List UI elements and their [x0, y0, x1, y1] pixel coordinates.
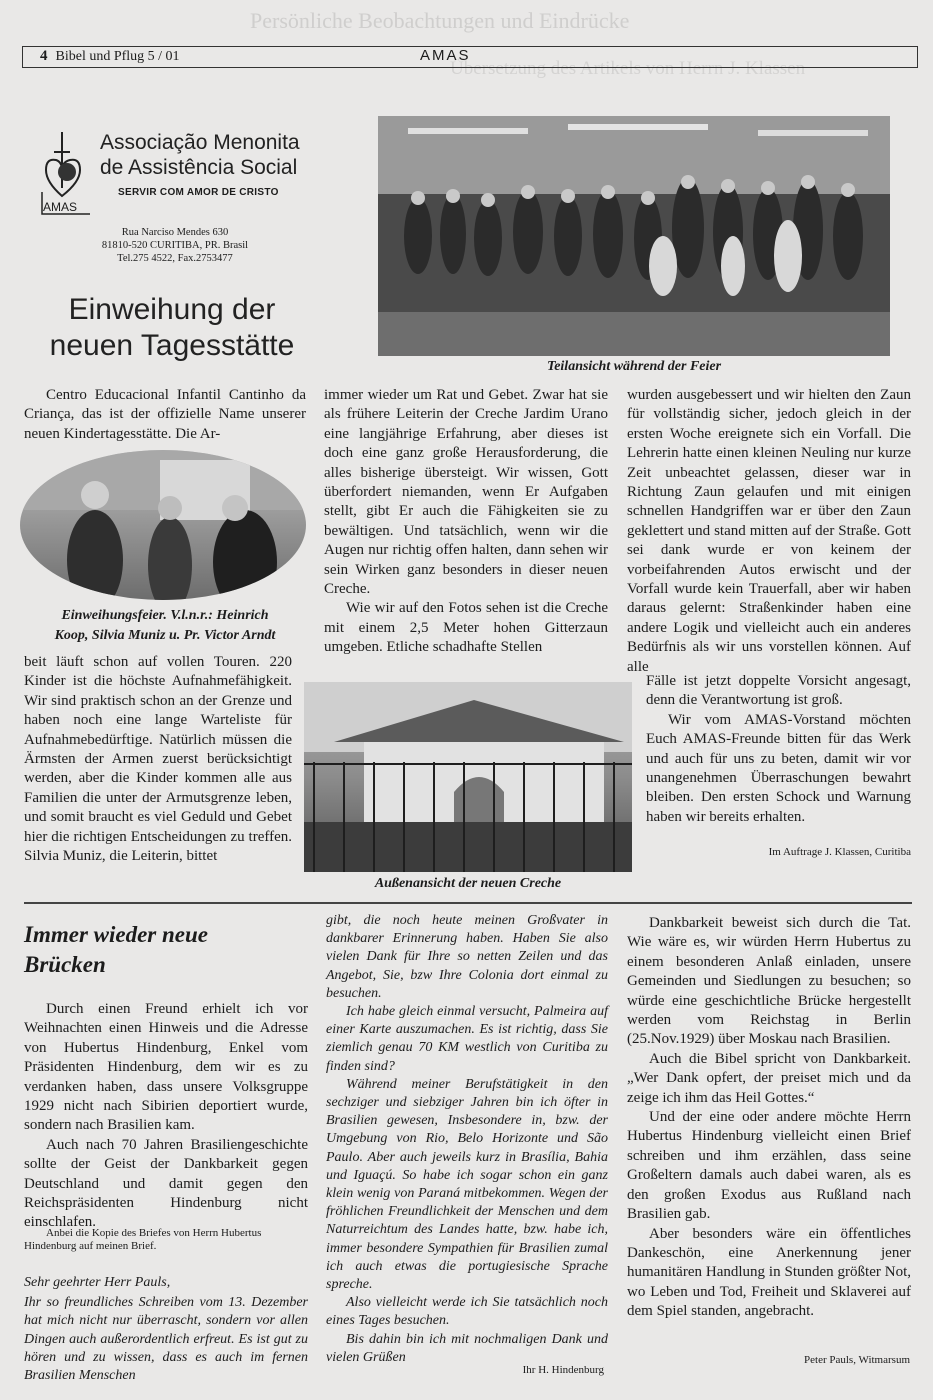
article2-note: Anbei die Kopie des Briefes von Herrn Hubertus Hindenburg auf meinen Brief.: [24, 1227, 262, 1252]
address-line2: 81810-520 CURITIBA, PR. Brasil: [101, 240, 249, 251]
letter-col2: [326, 912, 608, 1367]
article1-col3-narrow: Fälle ist jetzt doppelte Vorsicht angesagt, denn die Verantwortung ist groß.: [646, 673, 911, 709]
article1-col3-p2: Wir vom AMAS-Vorstand möchten Euch AMAS-Freunde bitten für das Werk und auch für uns zu beten, damit wir vor unangenehmen Überraschungen bewahrt bleiben. Den ersten Schock und Warnung haben wir bereits erhalten.: [646, 711, 911, 825]
celebration-photo: [378, 116, 890, 356]
org-address: [100, 226, 250, 265]
article1-col1-top-text: Centro Educacional Infantil Cantinho da Criança, das ist der offizielle Name unserer neuen Kindertagesstätte. Die Ar-: [24, 387, 306, 442]
article1-signature: Im Auftrage J. Klassen, Curitiba: [768, 846, 911, 858]
article1-col3-top: [627, 386, 911, 677]
letter-salutation: Sehr geehrter Herr Pauls,: [24, 1275, 171, 1290]
article2-title-line2: Brücken: [24, 952, 106, 977]
article2-col3-p2: Auch die Bibel spricht von Dankbarkeit. „Wer Dank opfert, der preiset mich und da zeige ich ihm das Heil Gottes.“: [627, 1050, 911, 1106]
inauguration-caption-line1: Einweihungsfeier. V.l.n.r.: Heinrich: [61, 608, 269, 623]
publication-name: Bibel und Pflug 5 / 01: [55, 49, 180, 64]
article2-signature: Peter Pauls, Witmarsum: [804, 1354, 910, 1366]
article2-col1-p1: Durch einen Freund erhielt ich vor Weihnachten einen Hinweis und die Adresse von Hubertus Hindenburg, Enkel vom Präsidenten Hindenburg, dem wir es zu verdanken haben, dass unsere Volksgruppe 1929 nicht nach Sibirien deportiert wurde, sondern nach Brasilien kam.: [24, 1001, 308, 1134]
inauguration-photo: [20, 450, 306, 600]
amas-logo: [40, 130, 94, 218]
article1-title-line2: neuen Tagesstätte: [49, 329, 295, 362]
article1-col2: [324, 386, 608, 658]
article2-col3-p1: Dankbarkeit beweist sich durch die Tat. Wie wäre es, wir würden Herrn Hubertus zu einem besonderen Anlaß einladen, unsere Gemeinden und Siedlungen zu besuchen; so würde eine geschichtliche Brücke hergestellt werden vom Reichstag in Berlin (25.Nov.1929) über Moskau nach Brasilien.: [627, 915, 911, 1048]
org-name-line1: Associação Menonita: [100, 131, 300, 154]
article1-col2-p1: immer wieder um Rat und Gebet. Zwar hat sie als frühere Leiterin der Creche Jardim Urano eine langjährige Erfahrung, aber dieses ist doch eine ganz große Herausforderung, die alles bisherige übersteigt. Wir wissen, Gott überfordert niemanden, wenn Er Aufgaben stellt, gibt Er auch die Fähigkeiten sie zu bewältigen. Und tatsächlich, wenn wir die Augen nur richtig offen halten, dann sehen wir sein Wirken ganz besonders in dieser neuen Creche.: [324, 387, 608, 598]
article2-col3-p4: Aber besonders wäre ein öffentliches Dankeschön, eine Anerkennung jener humanitären Handlung in Stunden größter Not, wo Leben und Tod, Freiheit und Sklaverei auf dem Spiel standen, angebracht.: [627, 1225, 911, 1320]
org-name-line2: de Assistência Social: [100, 156, 298, 179]
letter-col2-p5: Bis dahin bin ich mit nochmaligen Dank und vielen Grüßen: [326, 1331, 608, 1365]
letter-col2-p2: Ich habe gleich einmal versucht, Palmeira auf einer Karte auszumachen. Es ist richtig, dass Sie ziemlich genau 70 KM westlich von Curitiba zu finden sind?: [326, 1004, 608, 1074]
address-line1: Rua Narciso Mendes 630: [121, 227, 229, 238]
letter-col1: [24, 1274, 308, 1385]
celebration-photo-caption: Teilansicht während der Feier: [546, 359, 722, 374]
address-line3: Tel.275 4522, Fax.2753477: [117, 253, 233, 264]
article1-col1-bottom: [24, 653, 292, 866]
inauguration-caption-line2: Koop, Silvia Muniz u. Pr. Victor Arndt: [54, 628, 276, 643]
letter-col2-p1: gibt, die noch heute meinen Großvater in dankbarer Erinnerung haben. Haben Sie also vielen Dank für Ihre so netten Zeilen und das Angebot, Sie, bzw Ihre Colonia dort einmal zu besuchen.: [326, 913, 608, 1001]
article-separator: [24, 902, 912, 904]
article1-col2-p2: Wie wir auf den Fotos sehen ist die Creche mit einem 2,5 Meter hohen Gitterzaun umgeben. Etliche schadhafte Stellen: [324, 600, 608, 656]
article2-col1-p2: Auch nach 70 Jahren Brasiliengeschichte sollte der Geist der Dankbarkeit gegen Deutschland und damit gegen den Reichspräsidenten Hindenburg nicht einschlafen.: [24, 1136, 308, 1231]
page-header-left: [40, 48, 180, 65]
article1-col1-top: [24, 386, 306, 444]
article1-col3-top-text: wurden ausgebessert und wir hielten den Zaun für vollständig sicher, jedoch gleich in der ersten Woche ereignete sich ein Vorfall. Die Lehrerin hatte einen kleinen Neuling nur kurze Zeit unbeachtet gelassen, dieser war in Richtung Zaun gelaufen und mit einigen schnellen Handgriffen war er über den Zaun geklettert und stand mitten auf der Straße. Gott sei dank wurde er von keinem der vorbeifahrenden Autos erwischt und der Vorfall wurde kein Trauerfall, aber wir haben daraus gelernt: Straßenkinder haben eine andere Logik und vielleicht auch ein anderes Bedürfnis als wir uns vorstellen können. Auf alle: [627, 387, 911, 675]
article2-col3: [627, 914, 911, 1322]
bleed-through-text: Persönliche Beobachtungen und Eindrücke: [250, 8, 630, 33]
letter-p1: Ihr so freundliches Schreiben vom 13. Dezember hat mich nicht nur überrascht, sondern vor allen Dingen auch außerordentlich erfreut. Es ist gut zu hören und zu wissen, dass es auch im fernen Brasilien Menschen: [24, 1295, 308, 1384]
letter-signature: Ihr H. Hindenburg: [522, 1364, 604, 1376]
creche-exterior-photo: [304, 682, 632, 872]
section-title: AMAS: [420, 47, 471, 64]
creche-photo-caption: Außenansicht der neuen Creche: [374, 876, 562, 891]
letter-col2-p3: Während meiner Berufstätigkeit in den sechziger und siebziger Jahren bin ich öfter in Brasilien gewesen, Insbesondere in, bzw. der Umgebung von Rio, Belo Horizonte und São Paulo. Aber auch jeweils kurz in Brasília, Bahia und Iguaçú. So habe ich sogar schon ein ganz klein wenig von Paraná mitbekommen. Wegen der fröhlichen Freundlichkeit der Menschen und dem Naturreichtum des Landes hatte, bzw. habe ich, immer besondere Sympathien für Brasilien zumal ich auch etwas die portugiesische Sprache spreche.: [326, 1076, 608, 1293]
article1-title: [22, 292, 322, 364]
article2-title-line1: Immer wieder neue: [24, 922, 208, 947]
page-number: 4: [40, 48, 48, 64]
article2-col3-p3: Und der eine oder andere möchte Herrn Hubertus Hindenburg vielleicht einen Brief schreiben und ihm erzählen, dass seine Großeltern damals auch dabei waren, als es den großen Exodus aus Rußland nach Brasilien gab.: [627, 1109, 911, 1223]
bleed-through-text-2: Übersetzung des Artikels von Herrn J. Klassen: [450, 58, 806, 79]
article2-title: [24, 920, 294, 980]
inauguration-photo-caption: [22, 606, 308, 646]
article1-col3-bottom: [646, 672, 911, 827]
article2-col1: [24, 1000, 308, 1233]
article1-title-line1: Einweihung der: [68, 293, 276, 326]
article1-col1-bottom-text: beit läuft schon auf vollen Touren. 220 Kinder ist die höchste Aufnahmefähigkeit. Wir sind praktisch schon an der Grenze und haben noch eine lange Warteliste für Aufnahmebedürftige. Natürlich müssen die Ärmsten der Armen zuerst berücksichtigt werden, aber die Kinder kommen alle aus Familien die unter der Armutsgrenze leben, und somit braucht es viel Geduld und Gebet hier die richtigen Entscheidungen zu treffen. Silvia Muniz, die Leiterin, bittet: [24, 654, 292, 865]
org-slogan: SERVIR COM AMOR DE CRISTO: [118, 187, 279, 198]
org-name: [100, 130, 300, 180]
letter-col2-p4: Also vielleicht werde ich Sie tatsächlich noch eines Tages besuchen.: [326, 1295, 608, 1329]
logo-text: AMAS: [43, 200, 78, 214]
